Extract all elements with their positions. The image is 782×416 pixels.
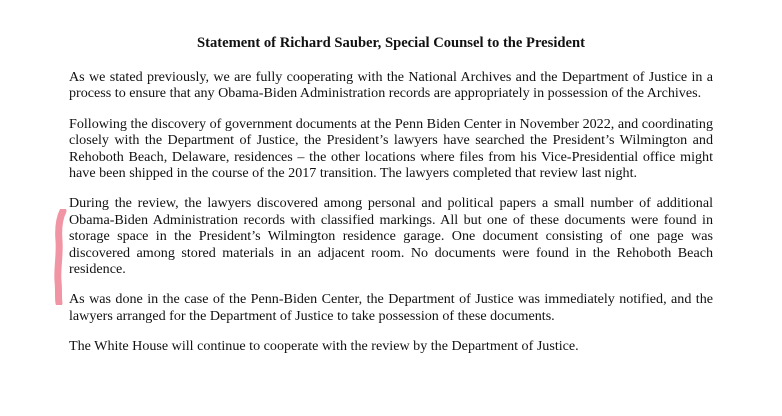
statement-body — [69, 69, 713, 369]
paragraph-closing: The White House will continue to cooperate with the review by the Department of Justice. — [69, 338, 579, 355]
highlighter-mark — [54, 209, 68, 305]
paragraph-findings: During the review, the lawyers discovered among personal and political papers a small number of additional Obama-Biden Administration records with classified markings. All but one of these documents were found in storage space in the President’s Wilmington residence garage. One document consisting of one page was discovered among stored materials in an adjacent room. No documents were found in the Rehoboth Beach residence. — [69, 195, 713, 278]
paragraph-notification: As was done in the case of the Penn-Biden Center, the Department of Justice was immediately notified, and the lawyers arranged for the Department of Justice to take possession of these documents. — [69, 291, 713, 324]
statement-title: Statement of Richard Sauber, Special Counsel to the President — [197, 35, 585, 51]
paragraph-cooperation: As we stated previously, we are fully cooperating with the National Archives and the Department of Justice in a process to ensure that any Obama-Biden Administration records are appropriately in possession of the Archives. — [69, 69, 713, 102]
highlighter-stroke — [58, 211, 63, 303]
paragraph-search: Following the discovery of government documents at the Penn Biden Center in November 2022, and coordinating closely with the Department of Justice, the President’s lawyers have searched the President’s Wilmington and Rehoboth Beach, Delaware, residences – the other locations where files from his Vice-Presidential office might have been shipped in the course of the 2017 transition. The lawyers completed that review last night. — [69, 115, 713, 182]
